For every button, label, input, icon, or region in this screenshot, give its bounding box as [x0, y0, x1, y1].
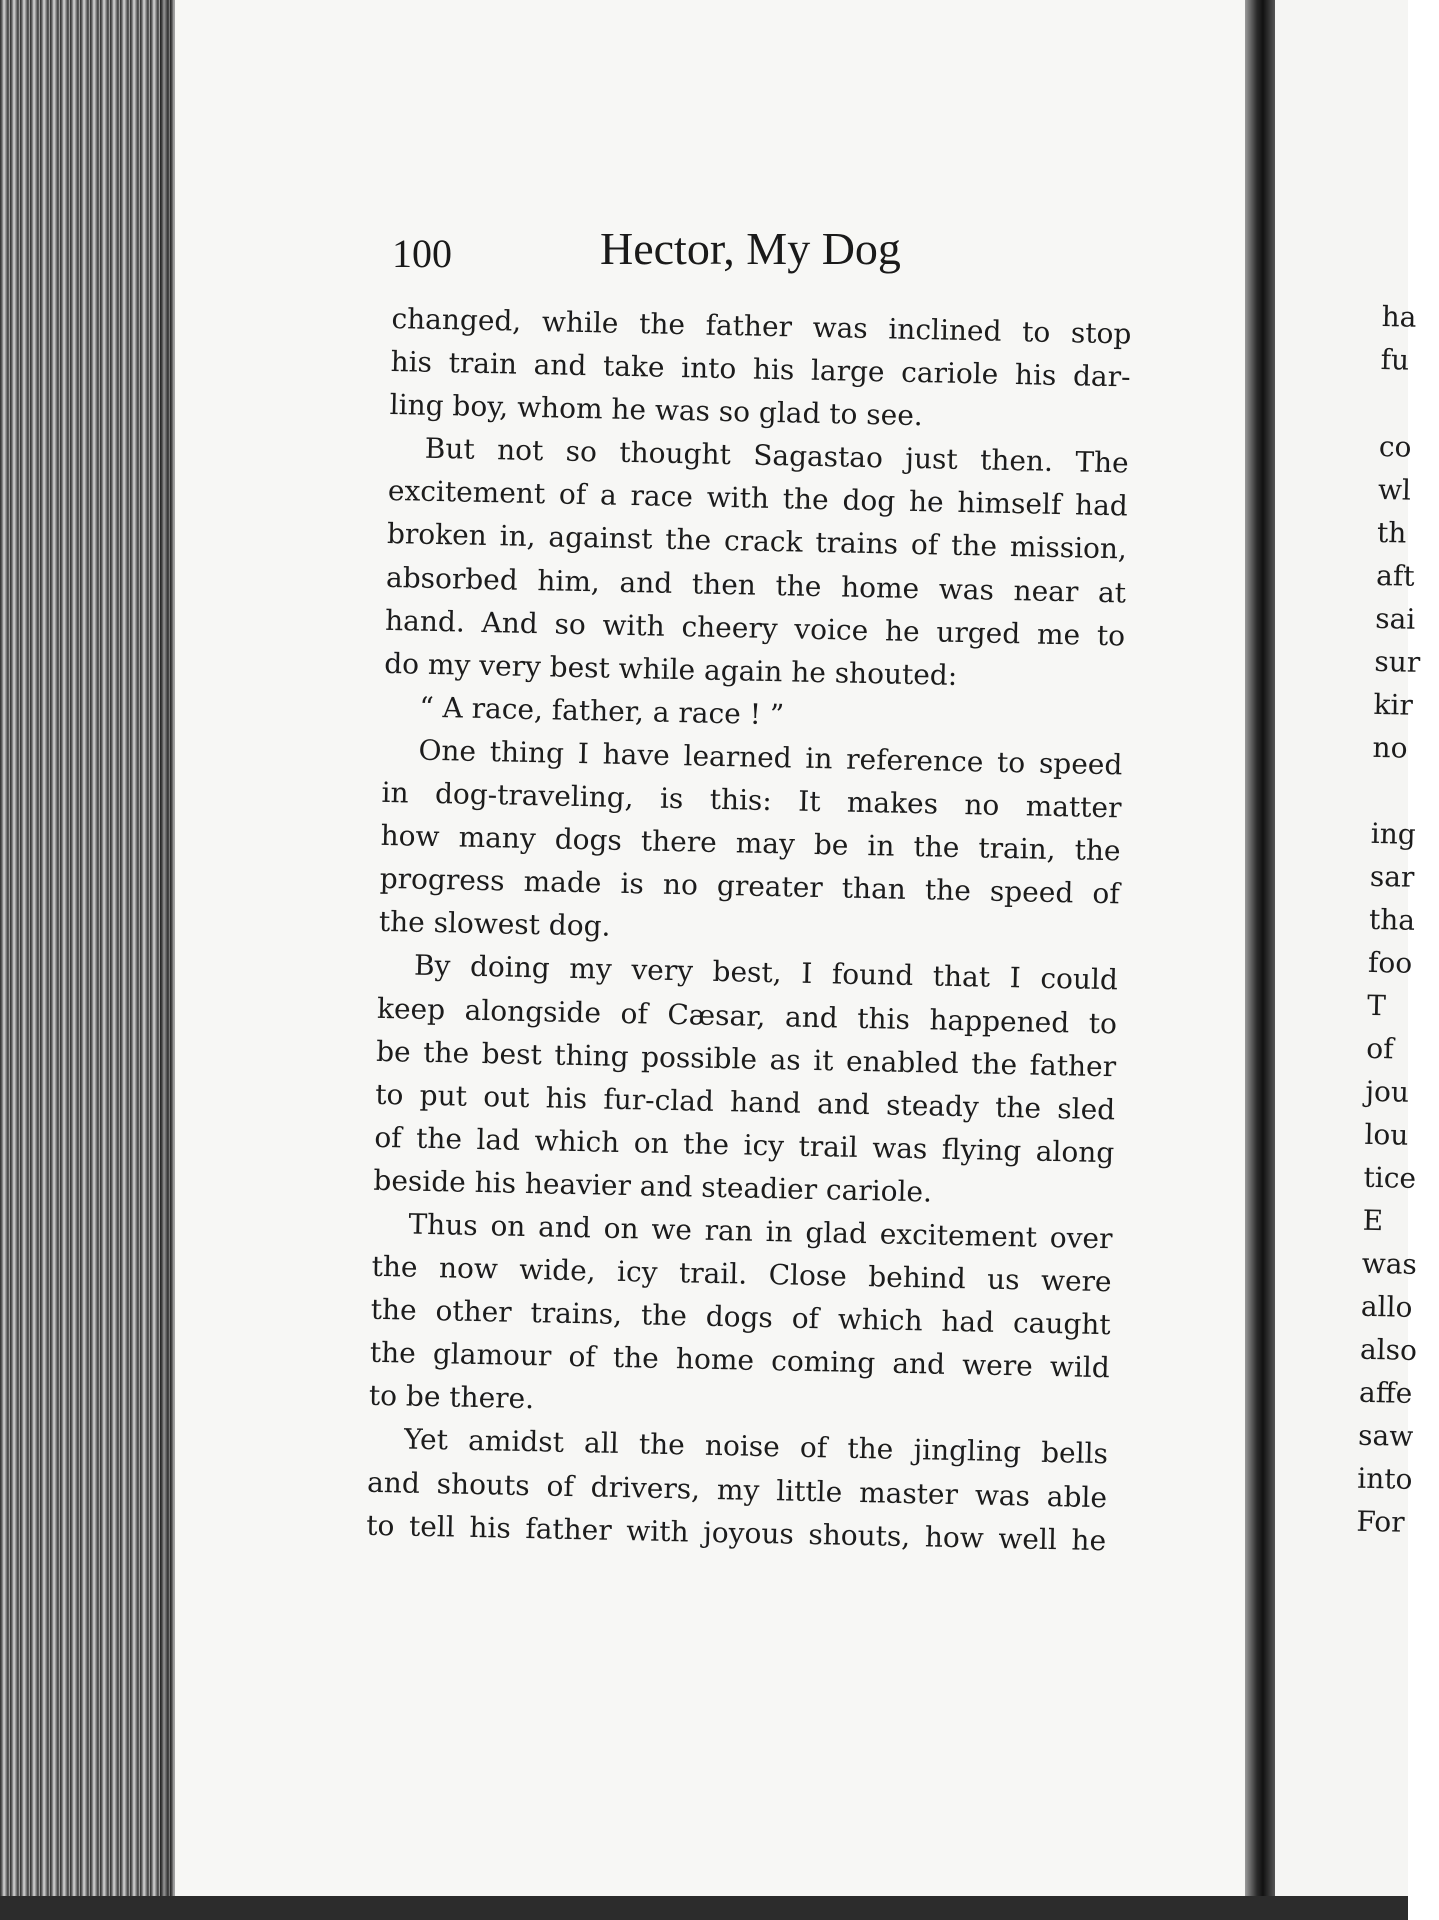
page-header	[392, 222, 1122, 282]
facing-page-fragment: For	[1356, 1504, 1405, 1539]
text-line: beside his heavier and steadier cariole.	[373, 1163, 933, 1209]
text-line: the glamour of the home coming and were wild	[369, 1336, 1111, 1385]
text-line: the slowest dog.	[378, 905, 611, 944]
facing-page-fragment: was	[1361, 1246, 1418, 1281]
facing-page-fragment: sur	[1374, 644, 1421, 679]
text-line: how many dogs there may be in the train, the	[380, 819, 1121, 868]
facing-page-fragment: also	[1359, 1332, 1418, 1367]
text-line: changed, while the father was inclined to stop	[391, 301, 1132, 351]
facing-page-fragment: th	[1376, 515, 1407, 550]
facing-page-fragment: saw	[1357, 1418, 1414, 1453]
facing-page-fragment: of	[1365, 1031, 1394, 1066]
facing-page-fragment: aft	[1375, 558, 1415, 593]
text-line: By doing my very best, I found that I could	[413, 949, 1119, 997]
text-line: keep alongside of Cæsar, and this happened to	[376, 991, 1118, 1040]
facing-page-fragment: ing	[1370, 816, 1417, 851]
text-line: “ A race, father, a race ! ”	[419, 690, 785, 732]
text-line: do my very best while again he shouted:	[383, 646, 958, 692]
facing-page-fragment: no	[1372, 730, 1408, 765]
running-title: Hector, My Dog	[600, 223, 901, 274]
facing-page-fragment: lou	[1364, 1117, 1409, 1152]
text-line: One thing I have learned in reference to speed	[418, 733, 1123, 782]
facing-page-fragment: allo	[1360, 1289, 1413, 1324]
facing-page-fragment: E	[1362, 1203, 1384, 1238]
text-line: But not so thought Sagastao just then. The	[424, 432, 1130, 480]
paragraph	[378, 728, 1122, 959]
text-line: and shouts of drivers, my little master was able	[366, 1465, 1108, 1514]
text-line: Thus on and on we ran in glad excitement over	[408, 1207, 1113, 1256]
text-line: be the best thing possible as it enabled the father	[375, 1034, 1117, 1083]
paragraph	[389, 297, 1132, 442]
text-line: progress made is no greater than the speed of	[379, 862, 1121, 911]
text-line: the other trains, the dogs of which had caught	[370, 1292, 1111, 1342]
facing-page-fragment: fu	[1380, 342, 1410, 377]
text-line: to be there.	[368, 1379, 535, 1416]
facing-page-fragment: ha	[1381, 300, 1417, 334]
text-line: the now wide, icy trail. Close behind us were	[371, 1249, 1112, 1299]
facing-page-fragment: tice	[1363, 1160, 1417, 1195]
facing-page-fragment: sar	[1369, 859, 1415, 894]
body-text	[366, 297, 1132, 1562]
book-page-edges	[0, 0, 175, 1920]
text-line: in dog-traveling, is this: It makes no matter	[381, 775, 1122, 825]
text-line: his train and take into his large cariole his dar-	[390, 345, 1131, 394]
facing-page-fragment: T	[1366, 988, 1387, 1023]
text-line: to tell his father with joyous shouts, how well he	[365, 1508, 1107, 1557]
facing-page-fragment: co	[1378, 429, 1412, 464]
page-number: 100	[392, 231, 452, 276]
text-line: absorbed him, and then the home was near at	[385, 560, 1127, 609]
text-line: to put out his fur-clad hand and steady the sled	[374, 1077, 1116, 1127]
facing-page-fragment: jou	[1365, 1074, 1410, 1109]
facing-page-fragment: wl	[1377, 472, 1412, 507]
text-line: hand. And so with cheery voice he urged me to	[384, 603, 1126, 653]
text-line: of the lad which on the icy trail was flying along	[374, 1120, 1115, 1170]
facing-page-fragment: affe	[1358, 1375, 1413, 1410]
paragraph	[366, 1417, 1109, 1562]
scan-bottom-border	[0, 1896, 1408, 1920]
paragraph	[384, 426, 1129, 700]
text-line: broken in, against the crack trains of the mission,	[386, 517, 1128, 566]
facing-page-fragment: kir	[1373, 687, 1414, 722]
text-line: ling boy, whom he was so glad to see.	[389, 388, 924, 433]
text-line: Yet amidst all the noise of the jingling bells	[403, 1422, 1109, 1471]
text-line: excitement of a race with the dog he himself had	[387, 474, 1129, 523]
facing-page-fragment: tha	[1368, 902, 1416, 937]
paragraph	[373, 943, 1118, 1217]
paragraph	[369, 1202, 1113, 1433]
facing-page-fragment: sai	[1374, 601, 1416, 636]
book-gutter	[1245, 0, 1275, 1920]
facing-page-fragment: into	[1356, 1461, 1413, 1496]
facing-page-fragment: foo	[1367, 945, 1413, 980]
